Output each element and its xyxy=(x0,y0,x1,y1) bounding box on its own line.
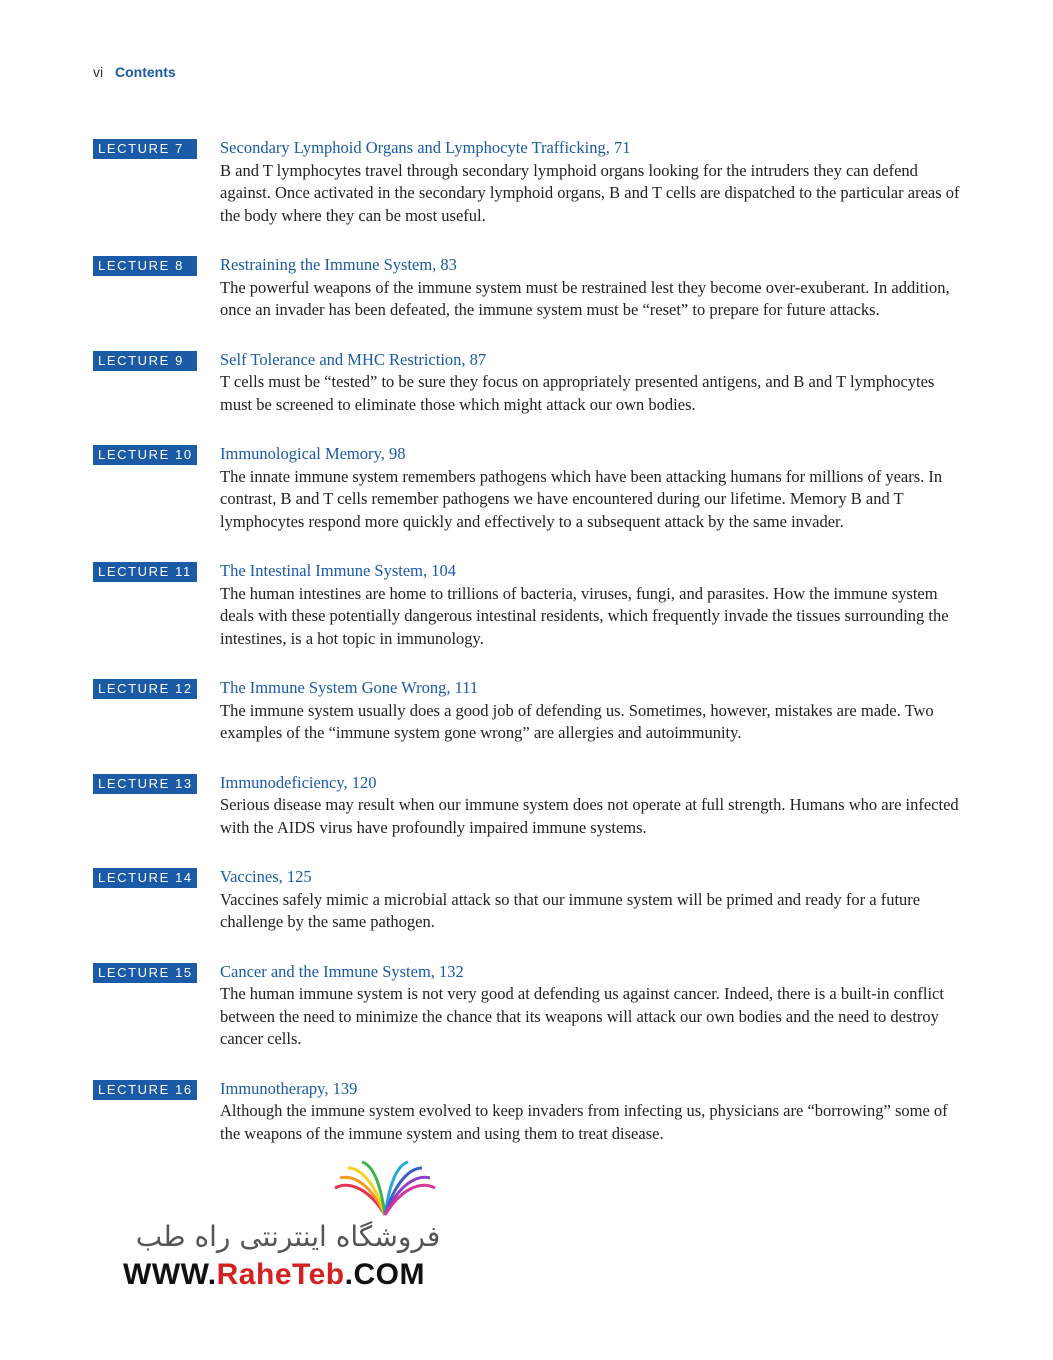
lecture-badge: LECTURE 11 xyxy=(93,562,197,582)
lecture-description: The powerful weapons of the immune system must be restrained lest they become over-exuberant. In addition, once an invader has been defeated, the immune system must be “reset” to prepare for future attacks. xyxy=(220,277,950,319)
lecture-title[interactable]: Immunotherapy, 139 xyxy=(220,1078,358,1098)
lecture-badge: LECTURE 10 xyxy=(93,445,197,465)
lecture-badge: LECTURE 7 xyxy=(93,139,197,159)
lecture-badge: LECTURE 12 xyxy=(93,679,197,699)
lecture-entry xyxy=(93,677,963,745)
lecture-title[interactable]: Self Tolerance and MHC Restriction, 87 xyxy=(220,349,487,369)
lecture-title[interactable]: Immunodeficiency, 120 xyxy=(220,772,377,792)
lecture-entry xyxy=(93,443,963,533)
section-title: Contents xyxy=(115,64,176,80)
lecture-entry xyxy=(93,349,963,417)
lecture-list xyxy=(93,137,963,1172)
lecture-entry xyxy=(93,866,963,934)
lecture-title[interactable]: Cancer and the Immune System, 132 xyxy=(220,961,464,981)
lecture-description: The immune system usually does a good job of defending us. Sometimes, however, mistakes are made. Two examples of the “immune system gone wrong” are allergies and autoimmunity. xyxy=(220,700,934,742)
lecture-title[interactable]: Vaccines, 125 xyxy=(220,867,312,886)
lecture-description: Vaccines safely mimic a microbial attack so that our immune system will be primed and ready for a future challenge by the same pathogen. xyxy=(220,889,921,931)
watermark-url: WWW.RaheTeb.COM xyxy=(123,1258,425,1291)
lecture-title[interactable]: Restraining the Immune System, 83 xyxy=(220,255,457,274)
lecture-description: B and T lymphocytes travel through secondary lymphoid organs looking for the intruders they can defend against. Once activated in the secondary lymphoid organs, B and T cells are dispatched to the particular areas of the body where they can be most useful. xyxy=(220,160,960,225)
lecture-description: The human intestines are home to trillions of bacteria, viruses, fungi, and parasites. How the immune system deals with these potentially dangerous intestinal residents, which frequently invade the tissues surrounding the intestines, is a hot topic in immunology. xyxy=(220,583,949,648)
lecture-title[interactable]: Immunological Memory, 98 xyxy=(220,444,406,463)
lecture-entry xyxy=(93,560,963,650)
lecture-entry xyxy=(93,772,963,840)
lecture-description: The innate immune system remembers pathogens which have been attacking humans for millions of years. In contrast, B and T cells remember pathogens we have encountered during our lifetime. Memory B and T lymphocytes respond more quickly and effectively to a subsequent attack by the same invader. xyxy=(220,466,943,531)
lecture-description: Serious disease may result when our immune system does not operate at full strength. Humans who are infected with the AIDS virus have profoundly impaired immune systems. xyxy=(220,795,959,837)
lecture-badge: LECTURE 14 xyxy=(93,868,197,888)
lecture-entry xyxy=(93,137,963,227)
lecture-description: The human immune system is not very good at defending us against cancer. Indeed, there is a built-in conflict between the need to minimize the chance that its weapons will attack our own bodies and the need to destroy cancer cells. xyxy=(220,984,944,1048)
lecture-badge: LECTURE 15 xyxy=(93,963,197,983)
lecture-title[interactable]: Secondary Lymphoid Organs and Lymphocyte Trafficking, 71 xyxy=(220,138,631,157)
lecture-description: T cells must be “tested” to be sure they focus on appropriately presented antigens, and B and T lymphocytes must be screened to eliminate those which might attack our own bodies. xyxy=(220,372,935,414)
running-head xyxy=(93,64,176,80)
watermark xyxy=(115,1160,455,1300)
lecture-title[interactable]: The Intestinal Immune System, 104 xyxy=(220,561,457,580)
page-number: vi xyxy=(93,64,104,80)
lecture-description: Although the immune system evolved to keep invaders from infecting us, physicians are “borrowing” some of the weapons of the immune system and using them to treat disease. xyxy=(220,1101,948,1143)
lecture-badge: LECTURE 8 xyxy=(93,256,197,276)
lecture-badge: LECTURE 9 xyxy=(93,351,197,371)
lecture-entry xyxy=(93,961,963,1051)
lecture-badge: LECTURE 16 xyxy=(93,1080,197,1100)
lecture-title[interactable]: The Immune System Gone Wrong, 111 xyxy=(220,678,479,697)
lecture-entry xyxy=(93,254,963,322)
open-book-logo-icon xyxy=(330,1160,440,1220)
lecture-entry xyxy=(93,1078,963,1146)
lecture-badge: LECTURE 13 xyxy=(93,774,197,794)
watermark-persian-text: فروشگاه اینترنتی راه طب xyxy=(135,1220,441,1253)
